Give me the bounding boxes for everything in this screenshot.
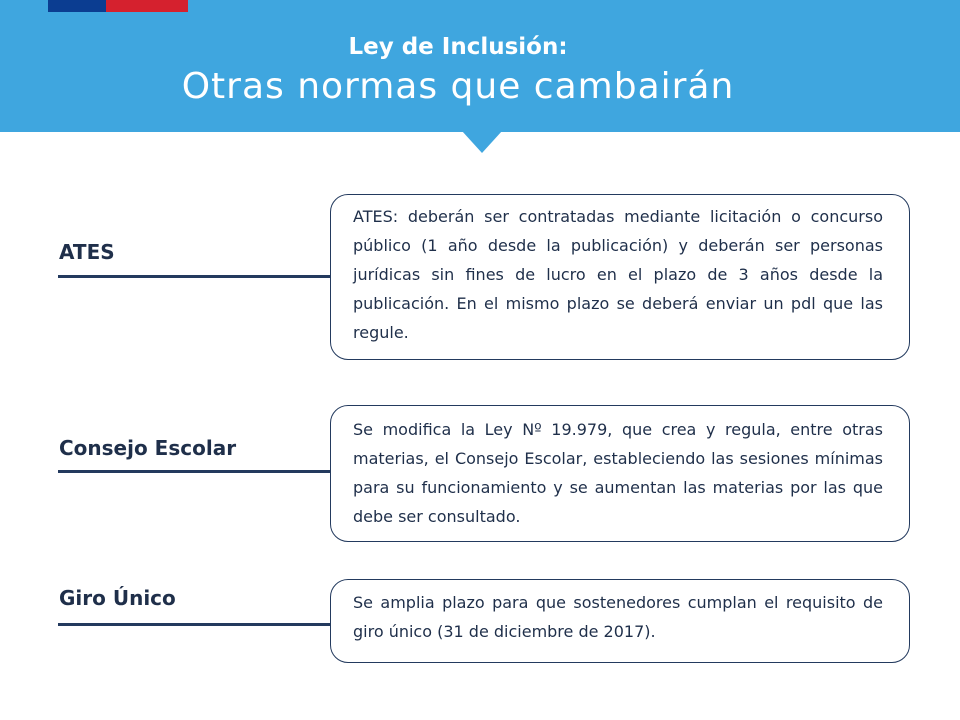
row-rule-giro-unico bbox=[58, 623, 330, 626]
card-giro-unico bbox=[330, 579, 910, 663]
row-label-consejo-escolar: Consejo Escolar bbox=[59, 436, 237, 460]
flag-blue-segment bbox=[48, 0, 106, 12]
row-label-ates: ATES bbox=[59, 240, 115, 264]
card-consejo-escolar bbox=[330, 405, 910, 542]
flag-red-segment bbox=[106, 0, 188, 12]
row-rule-consejo-escolar bbox=[58, 470, 330, 473]
header-pointer bbox=[462, 131, 502, 153]
header-banner bbox=[0, 0, 960, 132]
flag-stripe bbox=[48, 0, 188, 12]
card-giro-unico-text: Se amplia plazo para que sostenedores cumplan el requisito de giro único (31 de diciembre de 2017). bbox=[353, 593, 883, 641]
row-rule-ates bbox=[58, 275, 330, 278]
slide-title: Otras normas que cambairán bbox=[181, 66, 735, 107]
card-ates-text: ATES: deberán ser contratadas mediante licitación o concurso público (1 año desde la publicación) y deberán ser personas jurídicas sin fines de lucro en el plazo de 3 años desde la publicación. En el mismo plazo se deberá enviar un pdl que las regule. bbox=[353, 207, 883, 342]
card-consejo-escolar-text: Se modifica la Ley Nº 19.979, que crea y regula, entre otras materias, el Consejo Escolar, estableciendo las sesiones mínimas para su funcionamiento y se aumentan las materias por las que debe ser consultado. bbox=[353, 420, 883, 526]
slide-subtitle: Ley de Inclusión: bbox=[348, 34, 568, 60]
card-ates bbox=[330, 194, 910, 360]
row-label-giro-unico: Giro Único bbox=[59, 586, 176, 610]
